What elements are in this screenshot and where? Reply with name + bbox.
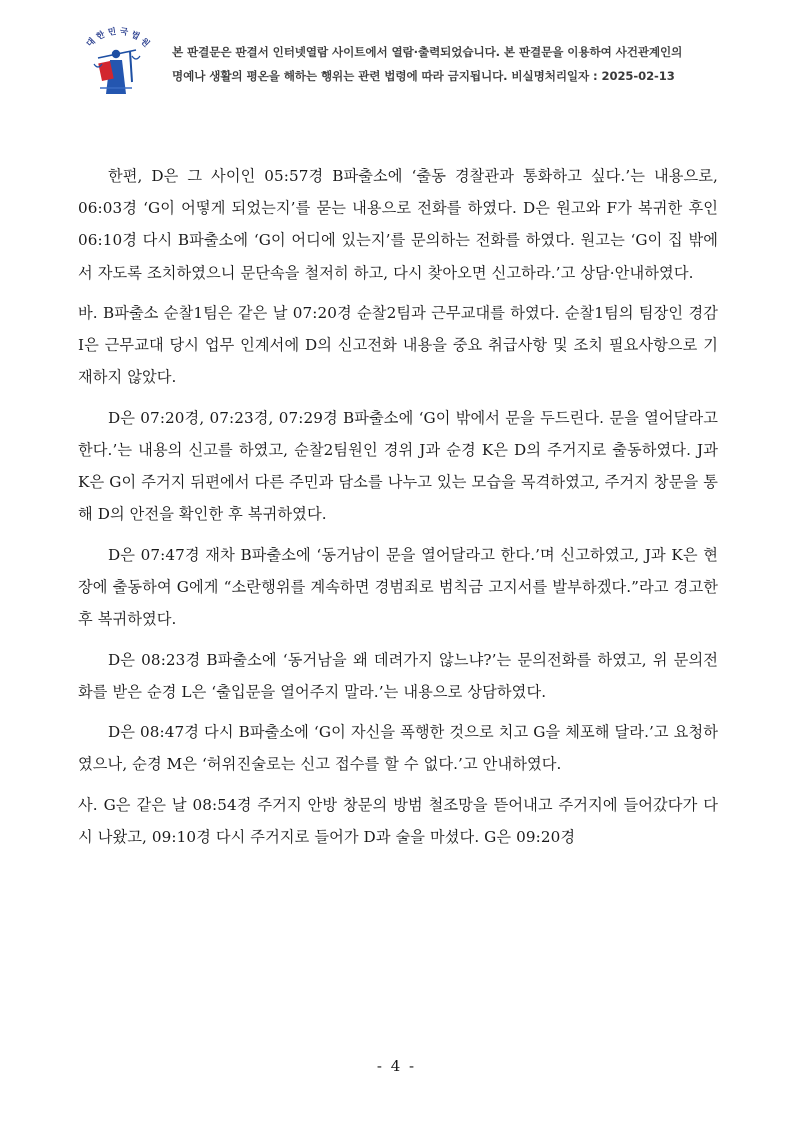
judgment-body (78, 160, 718, 861)
paragraph-4: D은 07:47경 재차 B파출소에 ‘동거남이 문을 열어달라고 한다.’며 신고하였고, J과 K은 현장에 출동하여 G에게 “소란행위를 계속하면 경범죄로 범칙금 고지서를 발부하겠다.”라고 경고한 후 복귀하였다. (78, 545, 718, 629)
paragraph-1: 한편, D은 그 사이인 05:57경 B파출소에 ‘출동 경찰관과 통화하고 싶다.’는 내용으로, 06:03경 ‘G이 어떻게 되었는지’를 묻는 내용으로 전화를 하였다. D은 원고와 F가 복귀한 후인 06:10경 다시 B파출소에 ‘G이 어디에 있는지’를 문의하는 전화를 하였다. 원고는 ‘G이 집 밖에서 자도록 조치하였으니 문단속을 철저히 하고, 다시 찾아오면 신고하라.’고 상담·안내하였다. (78, 167, 718, 282)
paragraph-5: D은 08:23경 B파출소에 ‘동거남을 왜 데려가지 않느냐?’는 문의전화를 하였고, 위 문의전화를 받은 순경 L은 ‘출입문을 열어주지 말라.’는 내용으로 상담하였다. (78, 650, 718, 701)
paragraph-2: 바. B파출소 순찰1팀은 같은 날 07:20경 순찰2팀과 근무교대를 하였다. 순찰1팀의 팀장인 경감 I은 근무교대 당시 업무 인계서에 D의 신고전화 내용을 중요 취급사항 및 조치 필요사항으로 기재하지 않았다. (78, 304, 718, 387)
notice-line-2: 명예나 생활의 평온을 해하는 행위는 관련 법령에 따라 금지됩니다. 비실명처리일자 : 2025-02-13 (172, 69, 675, 83)
usage-notice (172, 40, 792, 88)
paragraph-3: D은 07:20경, 07:23경, 07:29경 B파출소에 ‘G이 밖에서 문을 두드린다. 문을 열어달라고 한다.’는 내용의 신고를 하였고, 순찰2팀원인 경위 J과 순경 K은 D의 주거지로 출동하였다. J과 K은 G이 주거지 뒤편에서 다른 주민과 담소를 나누고 있는 모습을 목격하였고, 주거지 창문을 통해 D의 안전을 확인한 후 복귀하였다. (78, 408, 718, 524)
emblem-text: 대 한 민 국 법 원 (84, 26, 152, 50)
paragraph-7: 사. G은 같은 날 08:54경 주거지 안방 창문의 방범 철조망을 뜯어내고 주거지에 들어갔다가 다시 나왔고, 09:10경 다시 주거지로 들어가 D과 술을 마셨다. G은 09:20경 (78, 795, 718, 846)
paragraph-6: D은 08:47경 다시 B파출소에 ‘G이 자신을 폭행한 것으로 치고 G을 체포해 달라.’고 요청하였으나, 순경 M은 ‘허위진술로는 신고 접수를 할 수 없다.’고 안내하였다. (78, 723, 718, 774)
header (70, 20, 770, 100)
svg-text:대 한 민 국 법 원 (84, 26, 152, 49)
notice-line-1: 본 판결문은 판결서 인터넷열람 사이트에서 열람·출력되었습니다. 본 판결문을 이용하여 사건관계인의 (172, 45, 683, 59)
page-number: - 4 - (376, 1057, 417, 1075)
court-emblem-icon (70, 24, 166, 100)
